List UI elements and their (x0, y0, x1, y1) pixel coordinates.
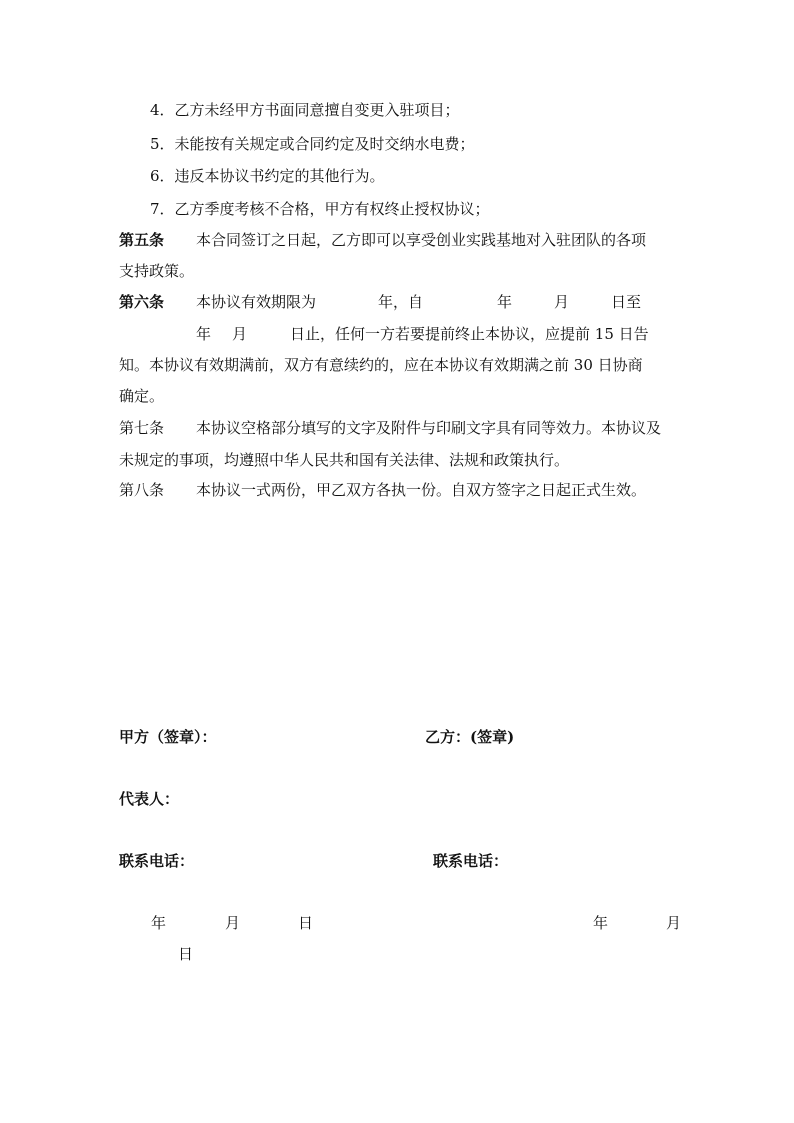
article6-line3: 知。本协议有效期满前，双方有意续约的，应在本协议有效期满之前 30 日协商 (119, 356, 643, 374)
party-b-date-year: 年 (593, 914, 609, 932)
article6-end-year: 年 (196, 325, 212, 343)
article5-text-line1: 本合同签订之日起，乙方即可以享受创业实践基地对入驻团队的各项 (196, 231, 647, 249)
party-b-seal-label: 乙方：(签章) (425, 728, 515, 746)
party-b-phone-label: 联系电话： (433, 852, 509, 870)
article7-label: 第七条 (119, 419, 165, 437)
party-a-phone-label: 联系电话： (119, 852, 195, 870)
article5-label: 第五条 (119, 231, 165, 249)
item-5: 5．未能按有关规定或合同约定及时交纳水电费； (150, 135, 475, 153)
party-a-date-day: 日 (298, 914, 314, 932)
article6-start-year: 年 (497, 293, 513, 311)
article8-text: 本协议一式两份，甲乙双方各执一份。自双方签字之日起正式生效。 (196, 481, 647, 499)
article7-text-line1: 本协议空格部分填写的文字及附件与印刷文字具有同等效力。本协议及 (196, 419, 662, 437)
article8-label: 第八条 (119, 481, 165, 499)
representative-label: 代表人： (119, 790, 180, 808)
item-6: 6．违反本协议书约定的其他行为。 (150, 167, 385, 185)
item-7: 7．乙方季度考核不合格，甲方有权终止授权协议； (150, 200, 490, 218)
party-a-seal-label: 甲方（签章）： (119, 728, 217, 746)
party-b-date-day: 日 (178, 945, 194, 963)
item-4: 4．乙方未经甲方书面同意擅自变更入驻项目； (150, 101, 460, 119)
article6-label: 第六条 (119, 293, 165, 311)
article6-year-unit: 年，自 (378, 293, 424, 311)
article7-text-line2: 未规定的事项，均遵照中华人民共和国有关法律、法规和政策执行。 (119, 451, 570, 469)
article6-end-day-text: 日止，任何一方若要提前终止本协议，应提前 15 日告 (290, 325, 649, 343)
article6-start-day-to: 日至 (611, 293, 642, 311)
article6-end-month: 月 (232, 325, 248, 343)
article5-text-line2: 支持政策。 (119, 262, 195, 280)
party-a-date-year: 年 (151, 914, 167, 932)
party-a-date-month: 月 (225, 914, 241, 932)
article6-start-month: 月 (554, 293, 570, 311)
party-b-date-month: 月 (666, 914, 682, 932)
article6-line4: 确定。 (119, 387, 165, 405)
article6-intro: 本协议有效期限为 (196, 293, 317, 311)
